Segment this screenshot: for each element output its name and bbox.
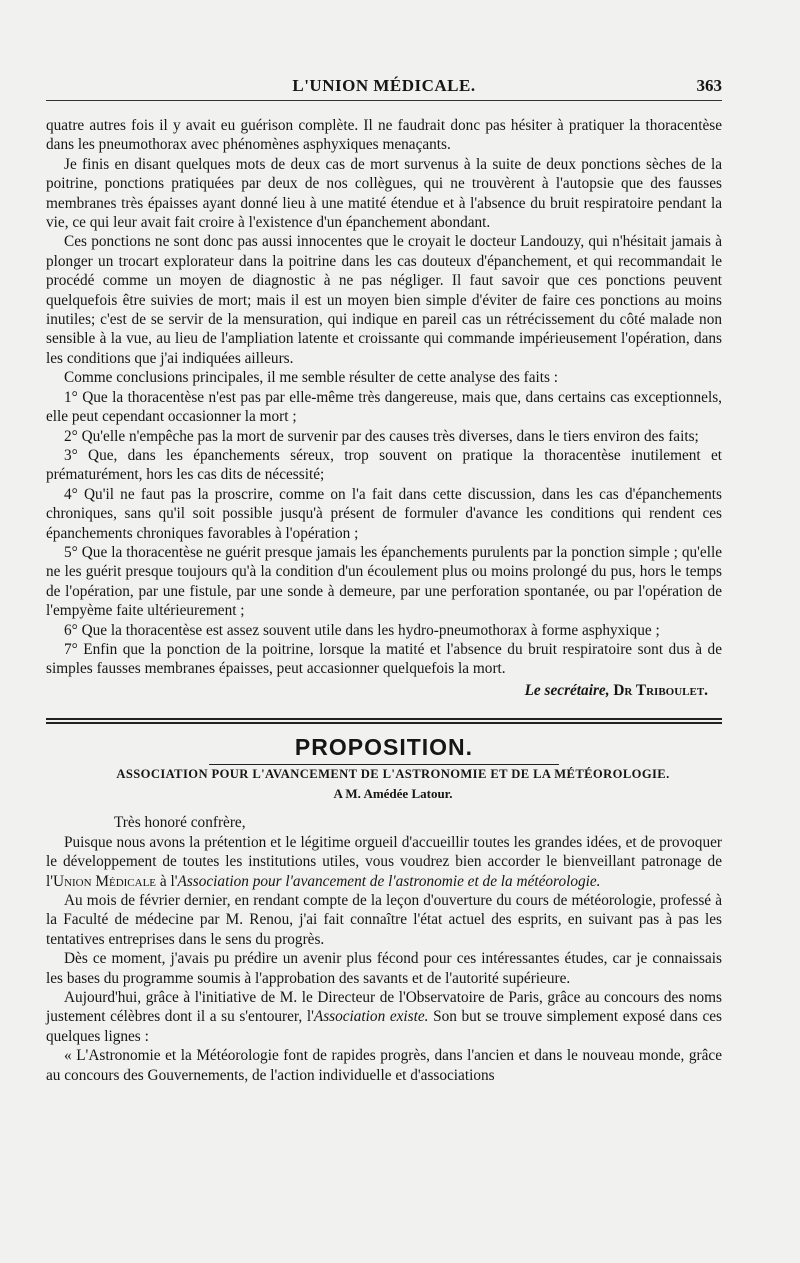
section-title: PROPOSITION. bbox=[294, 734, 474, 761]
letter-paragraph bbox=[46, 988, 722, 1046]
conclusion-item: 3° Que, dans les épanchements séreux, trop souvent on pratique la thoracentèse inutilement et prématurément, hors les cas dits de nécessité; bbox=[46, 446, 722, 484]
conclusion-item: 6° Que la thoracentèse est assez souvent utile dans les hydro-pneumothorax à forme asphyxique ; bbox=[64, 621, 660, 639]
section-divider bbox=[46, 718, 722, 724]
signature bbox=[46, 681, 722, 700]
letter-text: Aujourd'hui, grâce à l'initiative de M. le Directeur de l'Observatoire de Paris, grâce au concours des noms justement célèbres dont il a su s'entourer, l' bbox=[46, 989, 722, 1026]
page-header bbox=[46, 70, 722, 98]
association-name: Association pour l'avancement de l'astronomie et de la météorologie. bbox=[177, 872, 601, 890]
letter-text: Puisque nous avons la prétention et le légitime orgueil d'accueillir toutes les grandes idées, et de provoquer le développement de toutes les institutions utiles, vous voudrez bien accorder le bienveillant patronage de l' bbox=[46, 833, 722, 890]
letter-paragraph bbox=[46, 833, 722, 891]
addressee: A M. Amédée Latour. bbox=[333, 786, 453, 801]
report-paragraph: Ces ponctions ne sont donc pas aussi innocentes que le croyait le docteur Landouzy, qui n'hésitait jamais à plonger un trocart explorateur dans la poitrine dans les cas douteux d'épanchement, et qui recommandait le procédé comme un moyen de diagnostic à ne pas négliger. Il faut savoir que ces ponctions peuvent quelquefois être suivies de mort; mais il est un moyen bien simple d'éviter de faire ces ponctions au moins inutiles; c'est de se servir de la mensuration, qui indique en pareil cas un rétrécissement du côté malade non sensible à la vue, au lieu de l'ampliation latente et croissante qui commande impérieusement l'opération, dans les conditions que j'ai indiquées ailleurs. bbox=[46, 233, 722, 367]
letter-paragraph: Dès ce moment, j'avais pu prédire un avenir plus fécond pour ces intéressantes études, car je connaissais les bases du programme soumis à l'approbation des savants et de l'autorité supérieure. bbox=[46, 950, 722, 987]
conclusion-item: 2° Qu'elle n'empêche pas la mort de survenir par des causes très diverses, dans le tiers environ des faits; bbox=[64, 427, 699, 445]
page-number: 363 bbox=[696, 76, 722, 95]
report-paragraph: Je finis en disant quelques mots de deux cas de mort survenus à la suite de deux ponctions sèches de la poitrine, ponctions pratiquées par deux de nos collègues, qui ne trouvèrent à l'autopsie que des fausses membranes très épaisses ayant donné lieu à une matité étendue et à l'absence du bruit respiratoire pendant la vie, ce qui leur avait fait croire à l'existence d'un épanchement abondant. bbox=[46, 155, 722, 232]
signature-name: Dr Triboulet. bbox=[613, 681, 708, 699]
journal-name: Union Médicale bbox=[53, 872, 157, 890]
letter-paragraph: « L'Astronomie et la Météorologie font de rapides progrès, dans l'ancien et dans le nouveau monde, grâce au concours des Gouvernements, de l'action individuelle et d'associations bbox=[46, 1047, 722, 1084]
header-rule bbox=[46, 100, 722, 101]
conclusion-item: 5° Que la thoracentèse ne guérit presque jamais les épanchements purulents par la ponction simple ; qu'elle ne les guérit presque toujours qu'à la condition d'un écoulement plus ou moins prolongé du pus, hors le temps de l'opération, par une fistule, par une sonde à demeure, par une perforation spontanée, ou par l'opération de l'empyème faite ultérieurement ; bbox=[46, 543, 722, 620]
salutation: Très honoré confrère, bbox=[114, 814, 246, 832]
conclusion-item: 4° Qu'il ne faut pas la proscrire, comme on l'a fait dans cette discussion, dans les cas d'épanchements chroniques, sans qu'il soit possible jusqu'à présent de formuler d'avance les conditions qui rendent ces épanchements chroniques favorables à l'opération ; bbox=[46, 485, 722, 542]
conclusion-item: 1° Que la thoracentèse n'est pas par elle-même très dangereuse, mais que, dans certains cas exceptionnels, elle peut cependant occasionner la mort ; bbox=[46, 388, 722, 426]
page-body bbox=[46, 116, 722, 1085]
association-exists: Association existe. bbox=[313, 1008, 429, 1026]
report-paragraph: quatre autres fois il y avait eu guérison complète. Il ne faudrait donc pas hésiter à pratiquer la thoracentèse dans les pneumothorax avec phénomènes asphyxiques menaçants. bbox=[46, 117, 722, 154]
letter-text: Son but se trouve simplement exposé dans ces quelques lignes : bbox=[46, 1008, 722, 1045]
signature-role: Le secrétaire, bbox=[524, 681, 610, 699]
report-paragraph: Comme conclusions principales, il me semble résulter de cette analyse des faits : bbox=[64, 369, 559, 387]
conclusion-item: 7° Enfin que la ponction de la poitrine, lorsque la matité et l'absence du bruit respiratoire sont dus à de simples fausses membranes épaisses, peut accasionner quelquefois la mort. bbox=[46, 640, 722, 678]
association-heading: ASSOCIATION POUR L'AVANCEMENT DE L'ASTRONOMIE ET DE LA MÉTÉOROLOGIE. bbox=[116, 766, 670, 781]
running-title: L'UNION MÉDICALE. bbox=[292, 76, 476, 95]
letter-paragraph: Au mois de février dernier, en rendant compte de la leçon d'ouverture du cours de météorologie, professé à la Faculté de médecine par M. Renou, j'ai fait connaître l'état actuel des esprits, en suivant pas à pas les tentatives entreprises dans le sens du progrès. bbox=[46, 892, 722, 948]
letter-text: à l' bbox=[156, 872, 178, 890]
